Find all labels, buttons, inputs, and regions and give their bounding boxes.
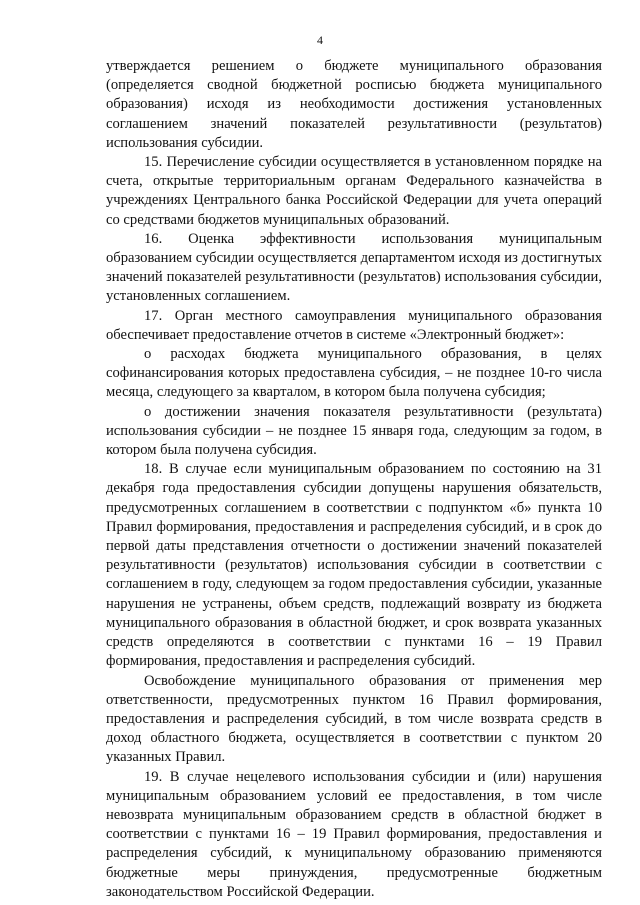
paragraph-18-exemption: Освобождение муниципального образования от применения мер ответственности, предусмотренных пунктом 16 Правил формирования, предоставления и распределения субсидий, в том числе возврата средств в доход областного бюджета, осуществляется в соответствии с пунктом 20 указанных Правил.	[106, 672, 602, 766]
document-body	[106, 57, 602, 902]
paragraph-17-item-expenses: о расходах бюджета муниципального образования, в целях софинансирования которых предоставлена субсидия, – не позднее 10-го числа месяца, следующего за кварталом, в котором была получена субсидия;	[106, 346, 602, 401]
paragraph-17-item-results: о достижении значения показателя результативности (результата) использования субсидии – не позднее 15 января года, следующим за годом, в котором была получена субсидия.	[106, 403, 602, 459]
paragraph-15: 15. Перечисление субсидии осуществляется в установленном порядке на счета, открытые территориальным органам Федерального казначейства в учреждениях Центрального банка Российской Федерации для учета операций со средствами бюджетов муниципальных образований.	[106, 154, 602, 228]
paragraph-18: 18. В случае если муниципальным образованием по состоянию на 31 декабря года предоставления субсидии допущены нарушения обязательств, предусмотренных соглашением в соответствии с подпунктом «б» пункта 10 Правил формирования, предоставления и распределения субсидий, и в срок до первой даты представления отчетности о достижении значений показателей результативности (результатов) использования субсидии в соответствии с соглашением в году, следующем за годом предоставления субсидии, указанные нарушения не устранены, объем средств, подлежащий возврату из бюджета муниципального образования в областной бюджет, и срок возврата указанных средств определяются в соответствии с пунктами 16 – 19 Правил формирования, предоставления и распределения субсидий.	[106, 461, 602, 670]
paragraph-continuation: утверждается решением о бюджете муниципального образования (определяется сводной бюджетной росписью бюджета муниципального образования) исходя из необходимости достижения установленных соглашением значений показателей результативности (результатов) использования субсидии.	[106, 58, 602, 151]
paragraph-19: 19. В случае нецелевого использования субсидии и (или) нарушения муниципальным образованием условий ее предоставления, в том числе невозврата муниципальным образованием средств в областной бюджет в соответствии с пунктами 16 – 19 Правил формирования, предоставления и распределения субсидий, к муниципальному образованию применяются бюджетные меры принуждения, предусмотренные бюджетным законодательством Российской Федерации.	[106, 768, 602, 900]
paragraph-17: 17. Орган местного самоуправления муниципального образования обеспечивает предоставление отчетов в системе «Электронный бюджет»:	[106, 307, 602, 343]
page-number: 4	[317, 33, 323, 47]
paragraph-16: 16. Оценка эффективности использования муниципальным образованием субсидии осуществляется департаментом исходя из достигнутых значений показателей результативности (результатов) использования субсидии, установленных соглашением.	[106, 230, 602, 305]
